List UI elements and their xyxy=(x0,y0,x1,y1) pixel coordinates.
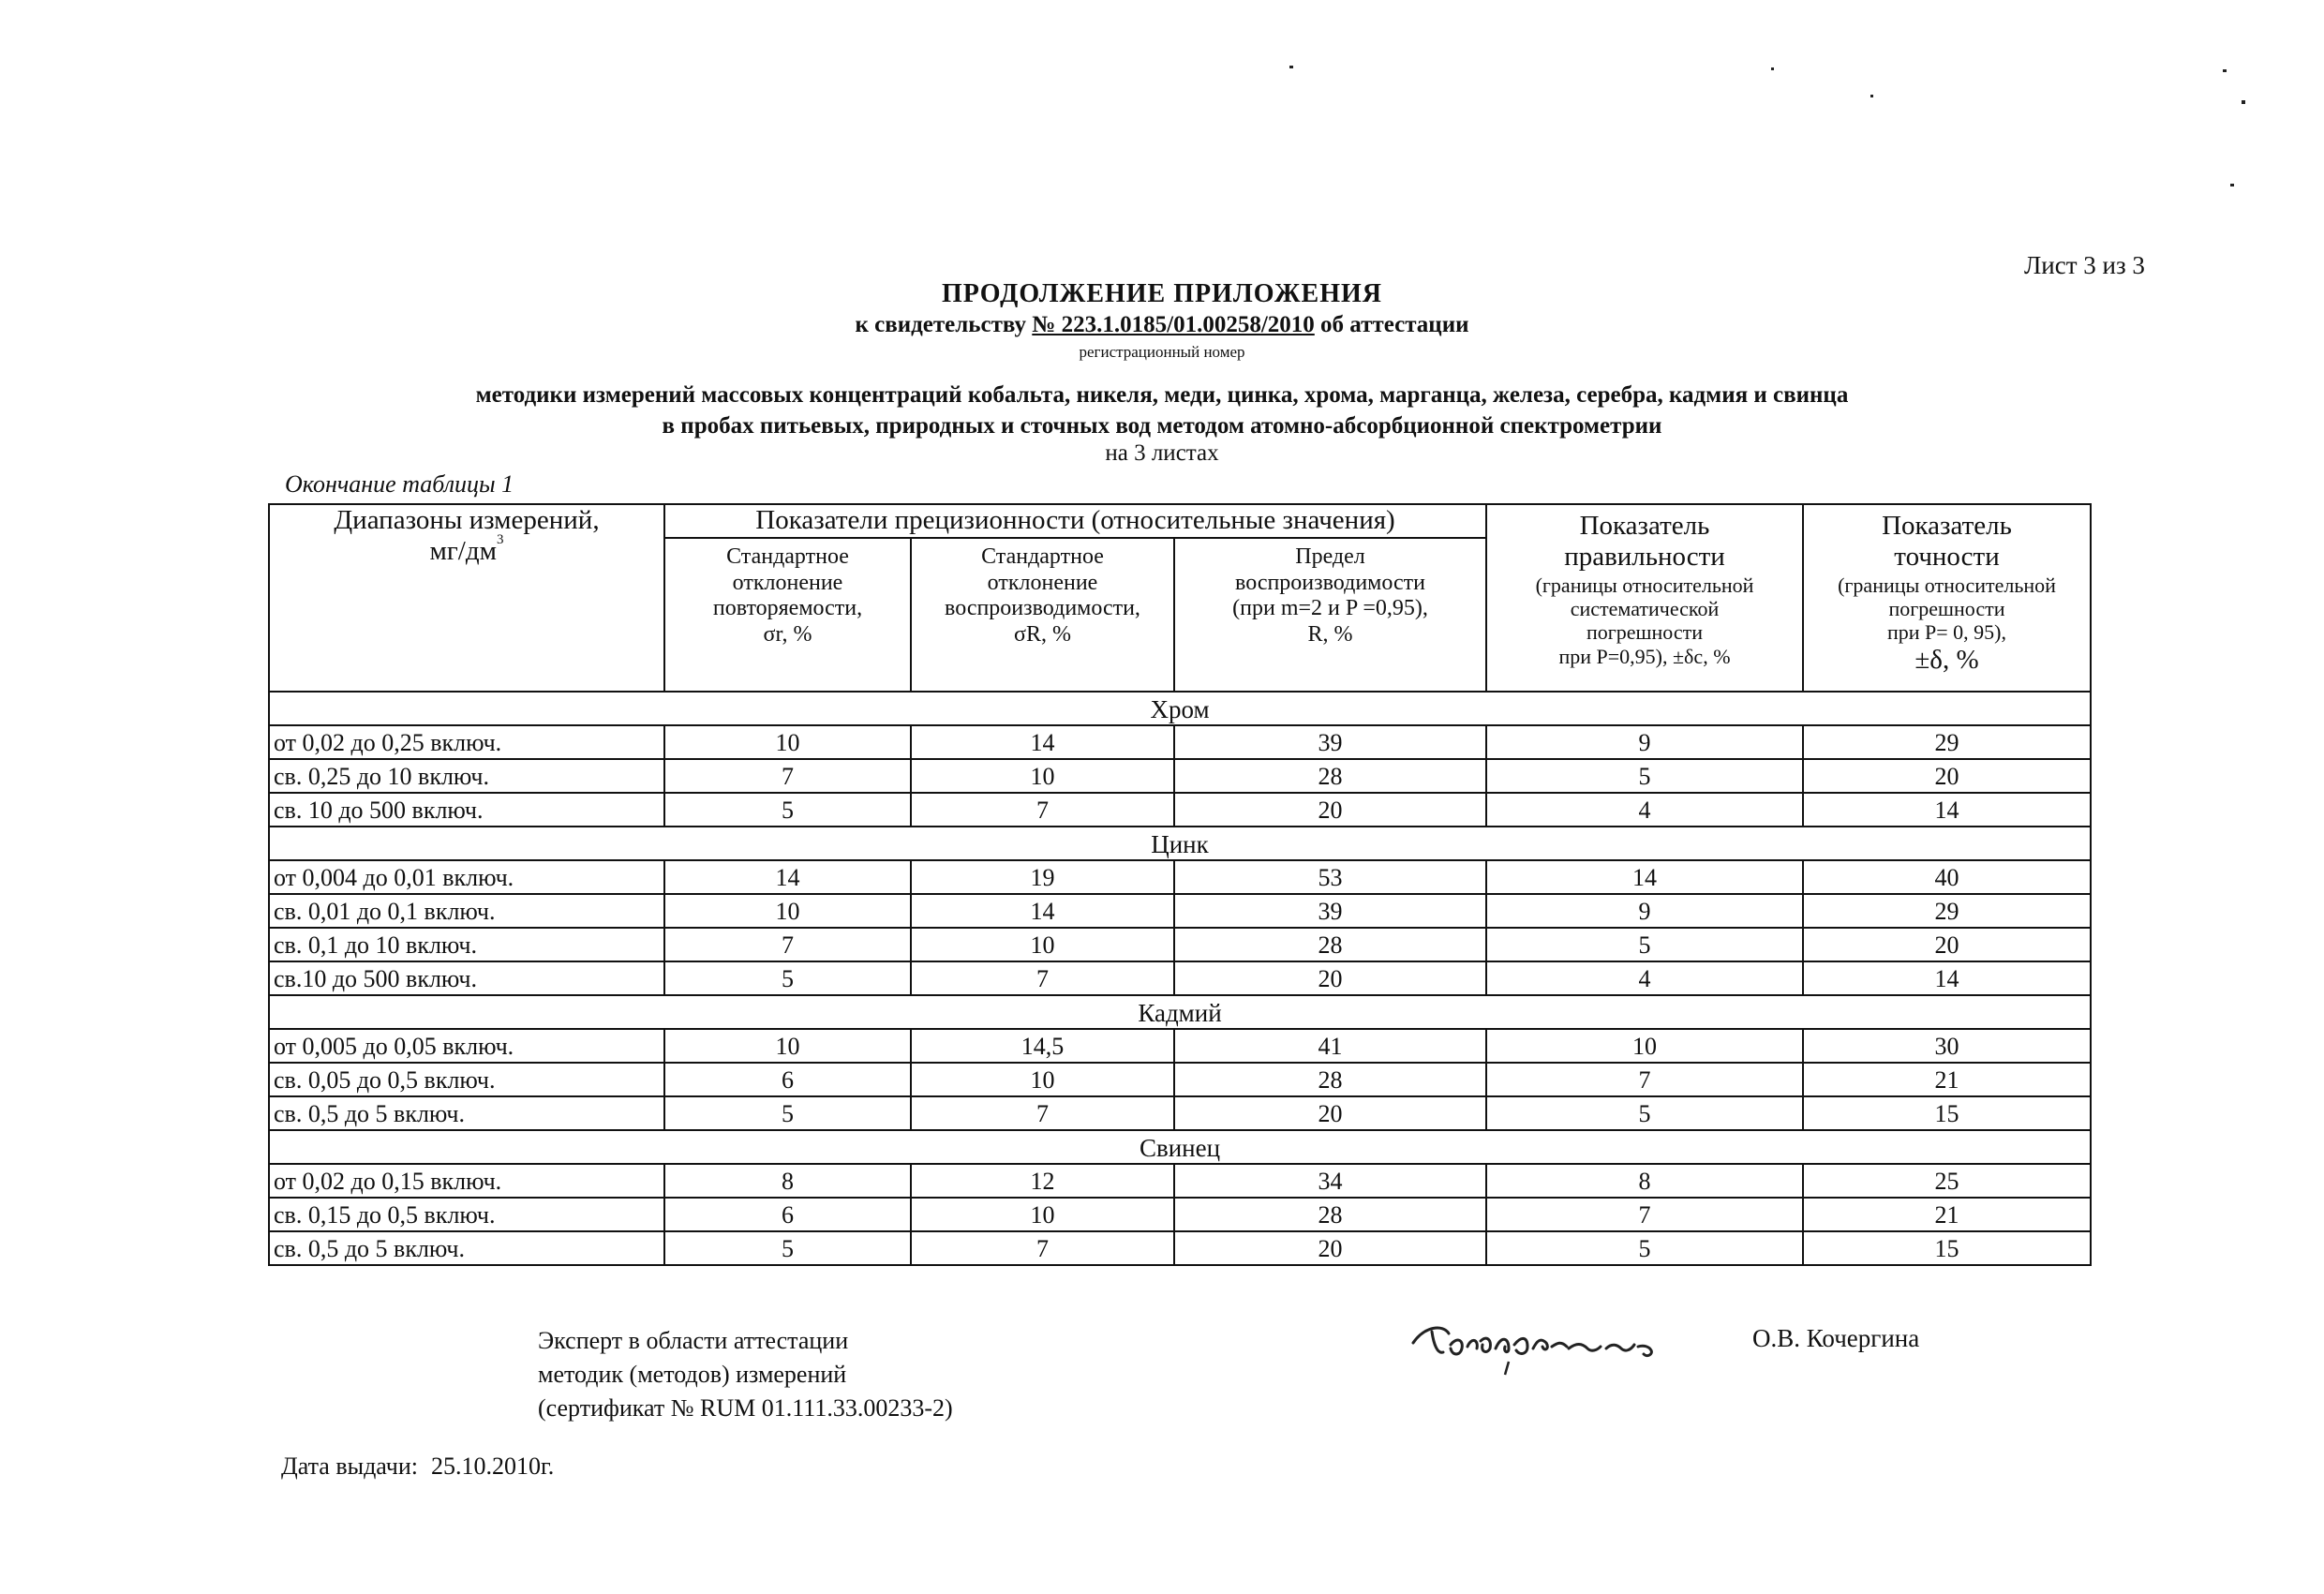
limit-cell: 20 xyxy=(1174,793,1486,827)
reprod-cell: 14 xyxy=(911,894,1174,928)
correct-cell: 4 xyxy=(1486,793,1803,827)
col-accuracy-header: Показатель точности (границы относительной погрешности при P= 0, 95), ±δ, % xyxy=(1803,504,2091,692)
col-correct-header: Показатель правильности (границы относительной систематической погрешности при P=0,95), ±δc, % xyxy=(1486,504,1803,692)
certificate-suffix: об аттестации xyxy=(1320,312,1469,337)
range-cell: от 0,004 до 0,01 включ. xyxy=(269,860,664,894)
reprod-cell: 7 xyxy=(911,1231,1174,1265)
range-cell: св. 0,01 до 0,1 включ. xyxy=(269,894,664,928)
accuracy-cell: 40 xyxy=(1803,860,2091,894)
accuracy-cell: 30 xyxy=(1803,1029,2091,1063)
range-cell: от 0,005 до 0,05 включ. xyxy=(269,1029,664,1063)
correct-cell: 9 xyxy=(1486,894,1803,928)
accuracy-cell: 14 xyxy=(1803,793,2091,827)
limit-cell: 28 xyxy=(1174,1063,1486,1096)
col-range-title: Диапазоны измерений, xyxy=(334,505,600,535)
table-row xyxy=(269,1029,2091,1063)
table-row xyxy=(269,759,2091,793)
scan-speck xyxy=(2230,184,2234,186)
table-row xyxy=(269,1096,2091,1130)
handwritten-signature xyxy=(1406,1307,1696,1382)
repeat-cell: 10 xyxy=(664,1029,911,1063)
correct-cell: 5 xyxy=(1486,1231,1803,1265)
correct-cell: 5 xyxy=(1486,759,1803,793)
repeat-cell: 10 xyxy=(664,725,911,759)
reprod-cell: 10 xyxy=(911,928,1174,961)
signer-name: О.В. Кочергина xyxy=(1752,1324,1920,1352)
repeat-cell: 6 xyxy=(664,1198,911,1231)
section-title: Хром xyxy=(269,692,2091,725)
section-row xyxy=(269,692,2091,725)
precision-table xyxy=(268,503,2092,1266)
repeat-cell: 5 xyxy=(664,1231,911,1265)
reprod-cell: 7 xyxy=(911,793,1174,827)
range-cell: св. 0,1 до 10 включ. xyxy=(269,928,664,961)
reprod-cell: 19 xyxy=(911,860,1174,894)
repeat-cell: 14 xyxy=(664,860,911,894)
issue-date-label: Дата выдачи: xyxy=(281,1452,419,1480)
issue-date-value: 25.10.2010г. xyxy=(431,1452,555,1480)
table-row xyxy=(269,1198,2091,1231)
expert-block xyxy=(538,1324,953,1425)
scan-speck xyxy=(2223,69,2227,72)
reprod-cell: 7 xyxy=(911,961,1174,995)
range-cell: св. 0,5 до 5 включ. xyxy=(269,1231,664,1265)
range-cell: св. 10 до 500 включ. xyxy=(269,793,664,827)
range-cell: св. 0,5 до 5 включ. xyxy=(269,1096,664,1130)
table-caption: Окончание таблицы 1 xyxy=(285,470,514,498)
range-cell: св. 0,05 до 0,5 включ. xyxy=(269,1063,664,1096)
limit-cell: 41 xyxy=(1174,1029,1486,1063)
accuracy-cell: 25 xyxy=(1803,1164,2091,1198)
table-row xyxy=(269,961,2091,995)
registration-note: регистрационный номер xyxy=(1079,343,1245,361)
col-limit-header: Предел воспроизводимости (при m=2 и P =0,95), R, % xyxy=(1174,538,1486,692)
range-cell: св. 0,15 до 0,5 включ. xyxy=(269,1198,664,1231)
table-row xyxy=(269,793,2091,827)
range-cell: от 0,02 до 0,15 включ. xyxy=(269,1164,664,1198)
accuracy-cell: 15 xyxy=(1803,1231,2091,1265)
range-cell: св. 0,25 до 10 включ. xyxy=(269,759,664,793)
table-row xyxy=(269,1164,2091,1198)
reprod-cell: 10 xyxy=(911,759,1174,793)
repeat-cell: 5 xyxy=(664,793,911,827)
col-repeat-header: Стандартное отклонение повторяемости, σr, % xyxy=(664,538,911,692)
section-title: Свинец xyxy=(269,1130,2091,1164)
correct-cell: 7 xyxy=(1486,1063,1803,1096)
accuracy-cell: 15 xyxy=(1803,1096,2091,1130)
table-body xyxy=(269,692,2091,1265)
limit-cell: 39 xyxy=(1174,725,1486,759)
limit-cell: 20 xyxy=(1174,961,1486,995)
correct-cell: 14 xyxy=(1486,860,1803,894)
reprod-cell: 10 xyxy=(911,1198,1174,1231)
scan-speck xyxy=(1289,66,1293,68)
repeat-cell: 7 xyxy=(664,759,911,793)
scan-speck xyxy=(2242,100,2245,104)
col-reprod-header: Стандартное отклонение воспроизводимости, σR, % xyxy=(911,538,1174,692)
section-row xyxy=(269,1130,2091,1164)
section-row xyxy=(269,827,2091,860)
pages-count: на 3 листах xyxy=(1105,440,1219,466)
limit-cell: 34 xyxy=(1174,1164,1486,1198)
limit-cell: 39 xyxy=(1174,894,1486,928)
accuracy-cell: 20 xyxy=(1803,759,2091,793)
correct-cell: 4 xyxy=(1486,961,1803,995)
limit-cell: 20 xyxy=(1174,1096,1486,1130)
scan-speck xyxy=(1771,67,1774,70)
method-title-line2: в пробах питьевых, природных и сточных вод методом атомно-абсорбционной спектрометрии xyxy=(662,413,1662,439)
range-cell: св.10 до 500 включ. xyxy=(269,961,664,995)
limit-cell: 28 xyxy=(1174,928,1486,961)
table-row xyxy=(269,928,2091,961)
range-cell: от 0,02 до 0,25 включ. xyxy=(269,725,664,759)
correct-cell: 5 xyxy=(1486,928,1803,961)
limit-cell: 28 xyxy=(1174,759,1486,793)
correct-cell: 8 xyxy=(1486,1164,1803,1198)
table-row xyxy=(269,894,2091,928)
certificate-prefix: к свидетельству xyxy=(855,312,1027,337)
expert-line1: Эксперт в области аттестации xyxy=(538,1327,849,1354)
section-row xyxy=(269,995,2091,1029)
document-title: ПРОДОЛЖЕНИЕ ПРИЛОЖЕНИЯ xyxy=(942,279,1382,308)
reprod-cell: 10 xyxy=(911,1063,1174,1096)
precision-group-header: Показатели прецизионности (относительные значения) xyxy=(664,504,1486,538)
repeat-cell: 5 xyxy=(664,1096,911,1130)
table-row xyxy=(269,860,2091,894)
repeat-cell: 5 xyxy=(664,961,911,995)
expert-certificate: (сертификат № RUM 01.111.33.00233-2) xyxy=(538,1394,953,1422)
accuracy-cell: 20 xyxy=(1803,928,2091,961)
col-range-header xyxy=(269,504,664,692)
repeat-cell: 8 xyxy=(664,1164,911,1198)
accuracy-cell: 29 xyxy=(1803,894,2091,928)
correct-cell: 9 xyxy=(1486,725,1803,759)
accuracy-cell: 29 xyxy=(1803,725,2091,759)
accuracy-cell: 21 xyxy=(1803,1063,2091,1096)
accuracy-cell: 21 xyxy=(1803,1198,2091,1231)
method-title-line1: методики измерений массовых концентраций кобальта, никеля, меди, цинка, хрома, марганца, железа, серебра, кадмия и свинца xyxy=(475,382,1849,408)
correct-cell: 7 xyxy=(1486,1198,1803,1231)
table-row xyxy=(269,725,2091,759)
table-row xyxy=(269,1231,2091,1265)
table-row xyxy=(269,1063,2091,1096)
certificate-line xyxy=(0,312,2324,338)
reprod-cell: 14,5 xyxy=(911,1029,1174,1063)
certificate-number: № 223.1.0185/01.00258/2010 xyxy=(1032,312,1315,337)
reprod-cell: 12 xyxy=(911,1164,1174,1198)
repeat-cell: 10 xyxy=(664,894,911,928)
limit-cell: 28 xyxy=(1174,1198,1486,1231)
reprod-cell: 14 xyxy=(911,725,1174,759)
accuracy-cell: 14 xyxy=(1803,961,2091,995)
issue-date xyxy=(281,1452,554,1481)
limit-cell: 53 xyxy=(1174,860,1486,894)
reprod-cell: 7 xyxy=(911,1096,1174,1130)
section-title: Цинк xyxy=(269,827,2091,860)
correct-cell: 10 xyxy=(1486,1029,1803,1063)
col-range-unit: $мг/дм^3$ xyxy=(429,532,504,567)
correct-cell: 5 xyxy=(1486,1096,1803,1130)
sheet-number: Лист 3 из 3 xyxy=(2024,251,2145,279)
limit-cell: 20 xyxy=(1174,1231,1486,1265)
expert-line2: методик (методов) измерений xyxy=(538,1361,847,1388)
section-title: Кадмий xyxy=(269,995,2091,1029)
repeat-cell: 6 xyxy=(664,1063,911,1096)
repeat-cell: 7 xyxy=(664,928,911,961)
scan-speck xyxy=(1870,95,1873,97)
